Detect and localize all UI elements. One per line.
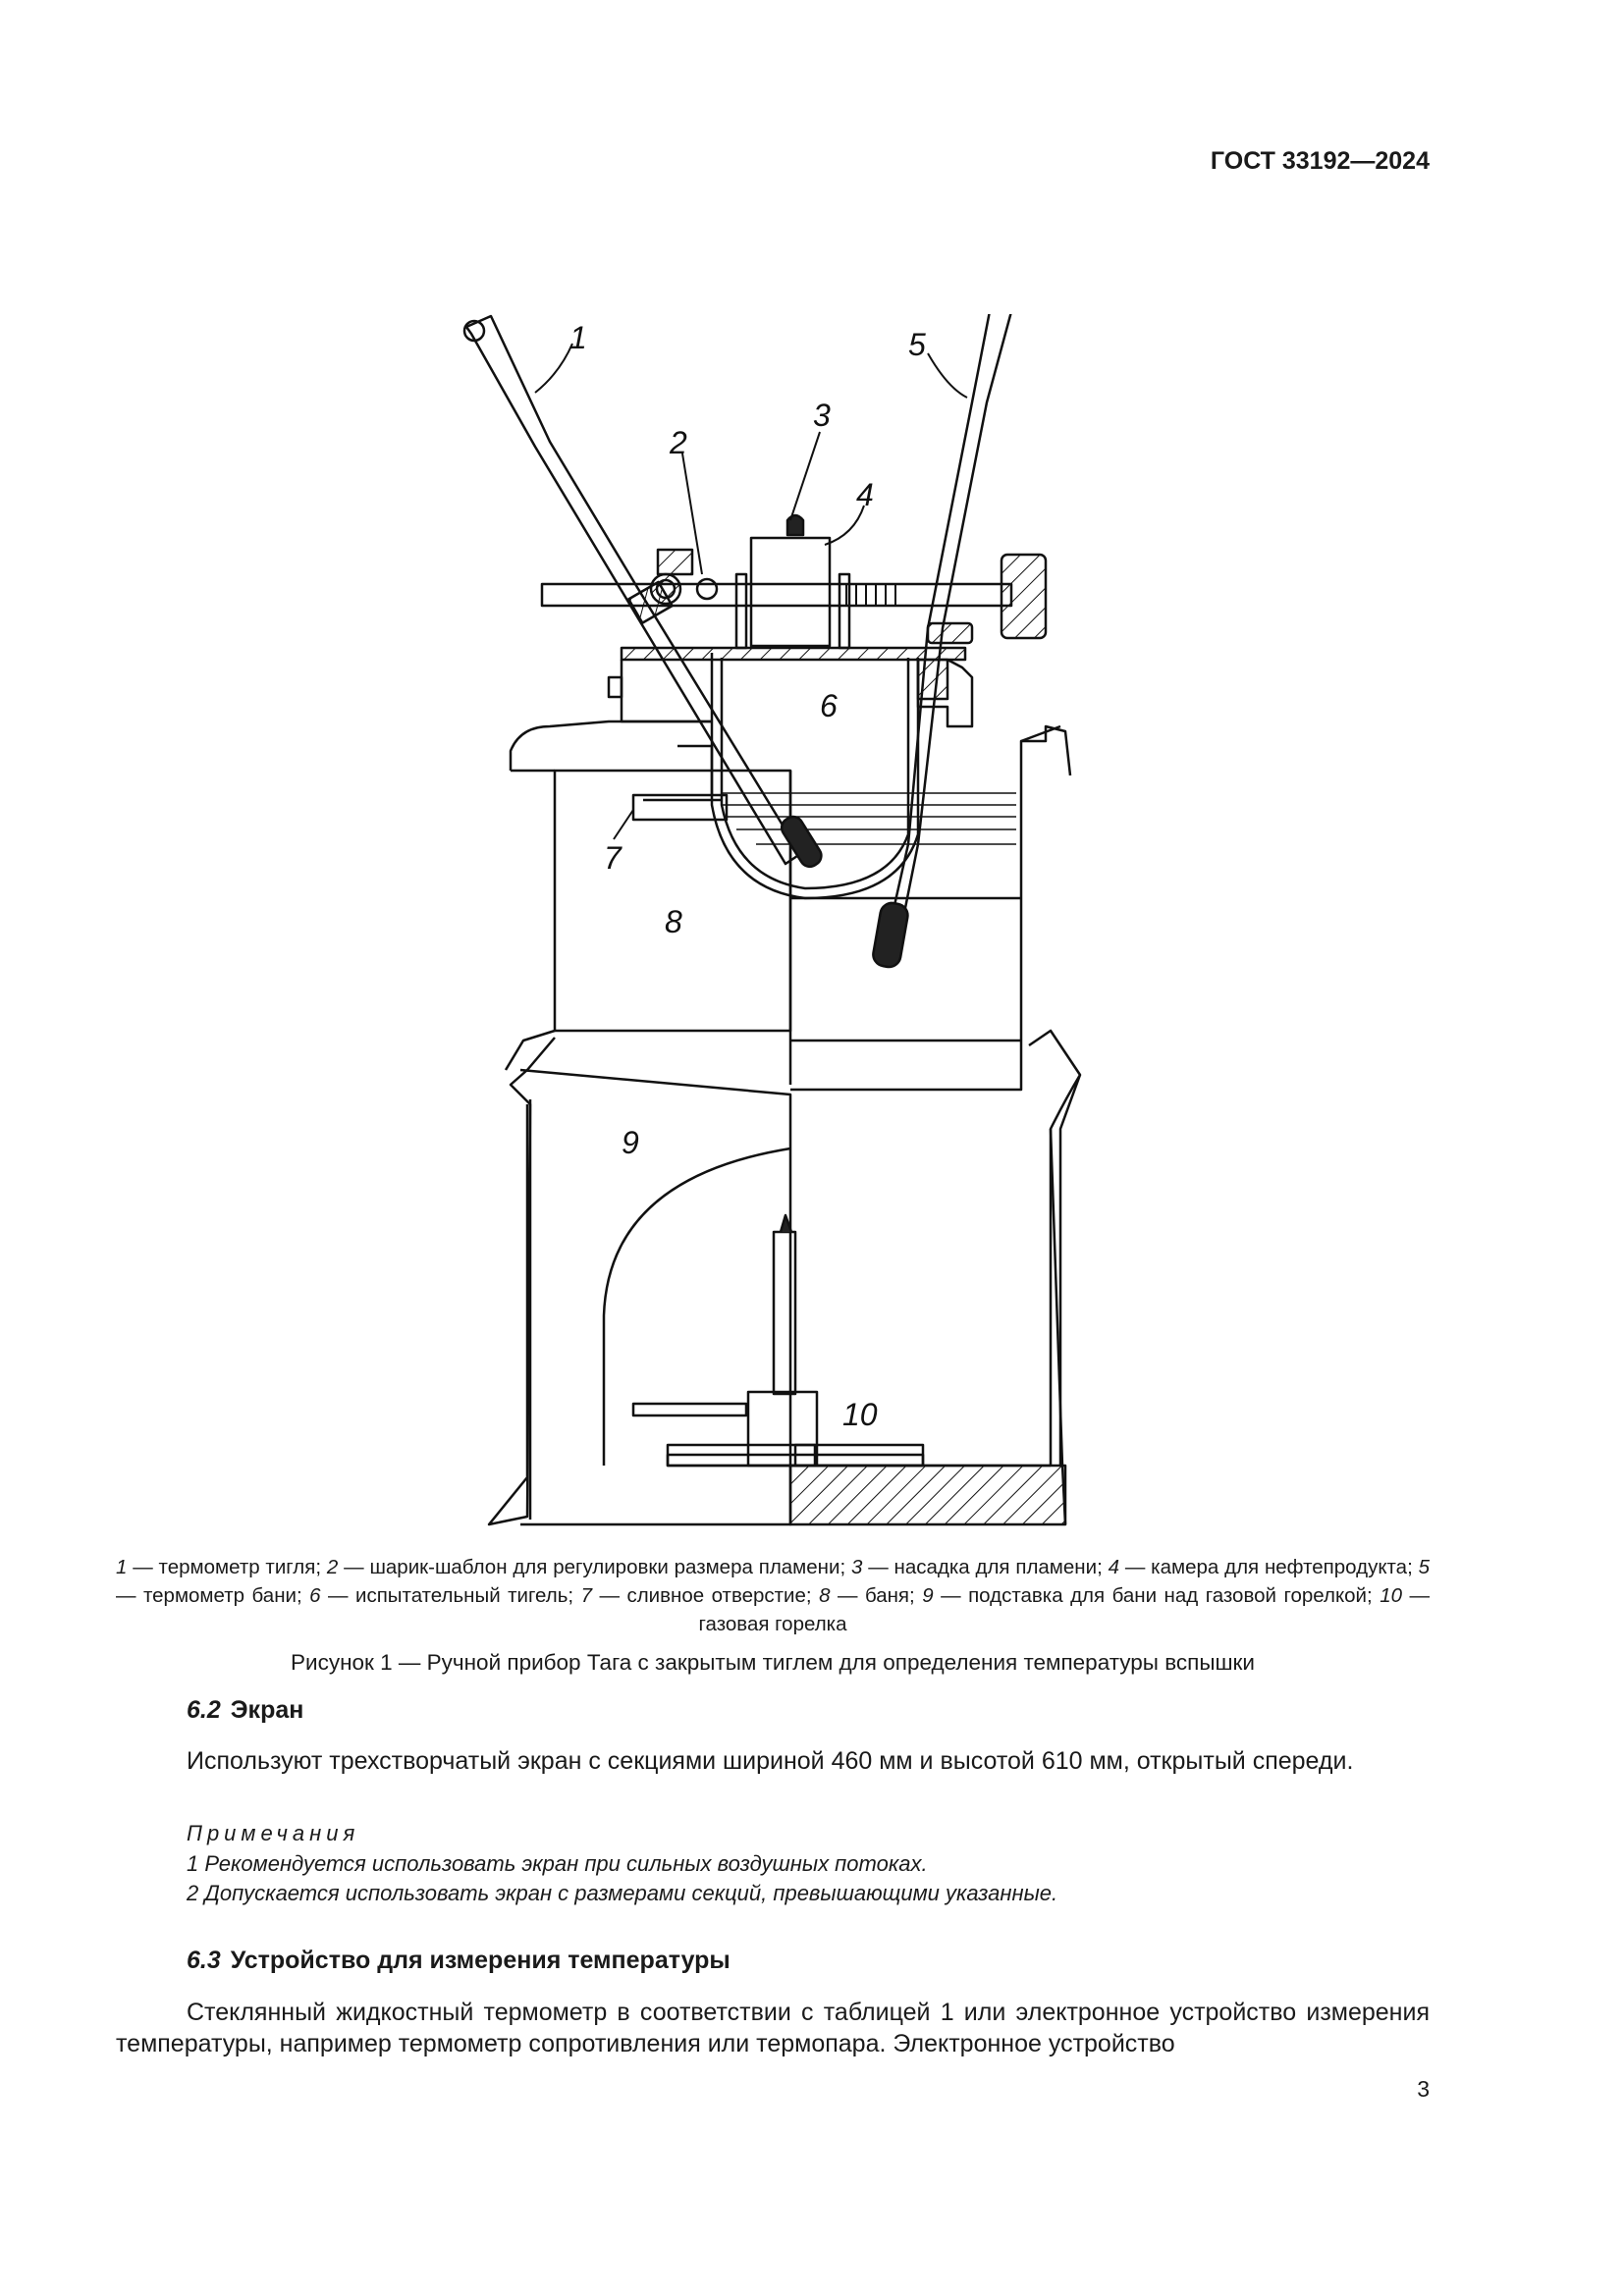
figure-label-9: 9 — [622, 1125, 639, 1160]
legend-text-9: — подставка для бани над газовой горелкой; — [933, 1584, 1380, 1607]
legend-num-8: 8 — [819, 1584, 831, 1607]
stand-arch — [604, 1148, 790, 1466]
figure-label-1: 1 — [569, 320, 587, 355]
figure-label-5: 5 — [908, 327, 926, 362]
legend-text-4: — камера для нефтепродукта; — [1119, 1556, 1419, 1578]
section-6-3-body: Стеклянный жидкостный термометр в соответствии с таблицей 1 или электронное устройство измерения температуры, например термометр сопротивления или термопара. Электронное устройство — [116, 1999, 1430, 2057]
section-6-3-title: Устройство для измерения температуры — [230, 1947, 731, 1974]
legend-num-10: 10 — [1380, 1584, 1402, 1607]
note-2: 2 Допускается использовать экран с размерами секций, превышающими указанные. — [187, 1881, 1058, 1905]
cup-lid — [622, 648, 965, 660]
bath-body — [555, 771, 790, 1031]
page-number: 3 — [1417, 2076, 1430, 2102]
section-6-2-body: Используют трехстворчатый экран с секциями шириной 460 мм и высотой 610 мм, открытый спереди. — [187, 1747, 1354, 1775]
legend-text-5: — термометр бани; — [116, 1584, 310, 1607]
legend-num-1: 1 — [116, 1556, 128, 1578]
legend-num-9: 9 — [922, 1584, 934, 1607]
note-1: 1 Рекомендуется использовать экран при сильных воздушных потоках. — [187, 1851, 928, 1876]
figure-legend — [116, 1553, 1430, 1638]
notes-title: Примечания — [187, 1821, 360, 1845]
figure-label-6: 6 — [820, 688, 838, 723]
legend-text-3: — насадка для пламени; — [862, 1556, 1109, 1578]
legend-num-5: 5 — [1418, 1556, 1430, 1578]
legend-text-1: — термометр тигля; — [127, 1556, 327, 1578]
figure-label-2: 2 — [670, 425, 687, 460]
figure-label-8: 8 — [665, 904, 682, 939]
legend-text-6: — испытательный тигель; — [320, 1584, 581, 1607]
apparatus-figure — [461, 314, 1139, 1526]
legend-num-6: 6 — [309, 1584, 321, 1607]
figure-label-3: 3 — [813, 398, 831, 433]
slide-rod — [542, 584, 1011, 606]
standard-code: ГОСТ 33192—2024 — [1210, 147, 1430, 175]
figure-label-7: 7 — [604, 840, 622, 876]
figure-label-4: 4 — [856, 477, 874, 512]
legend-text-10: — газовая горелка — [698, 1584, 1430, 1635]
legend-num-4: 4 — [1108, 1556, 1120, 1578]
section-6-2-number: 6.2 — [187, 1696, 221, 1724]
figure-caption: Рисунок 1 — Ручной прибор Тага с закрытым тиглем для определения температуры вспышки — [291, 1650, 1255, 1675]
section-6-3-heading — [187, 1947, 731, 1975]
legend-text-8: — баня; — [830, 1584, 923, 1607]
section-6-2-title: Экран — [230, 1696, 304, 1724]
tag-closed-cup-apparatus-drawing — [461, 314, 1139, 1526]
legend-text-7: — сливное отверстие; — [591, 1584, 820, 1607]
figure-label-10: 10 — [842, 1397, 878, 1432]
section-6-2-heading — [187, 1696, 303, 1725]
legend-text-2: — шарик-шаблон для регулировки размера пламени; — [338, 1556, 851, 1578]
legend-num-7: 7 — [580, 1584, 592, 1607]
section-6-3-number: 6.3 — [187, 1947, 221, 1974]
legend-num-3: 3 — [850, 1556, 863, 1578]
bath-stand — [489, 1038, 555, 1524]
legend-num-2: 2 — [326, 1556, 339, 1578]
base-hatched-block — [790, 1466, 1065, 1524]
oil-chamber — [751, 538, 830, 646]
